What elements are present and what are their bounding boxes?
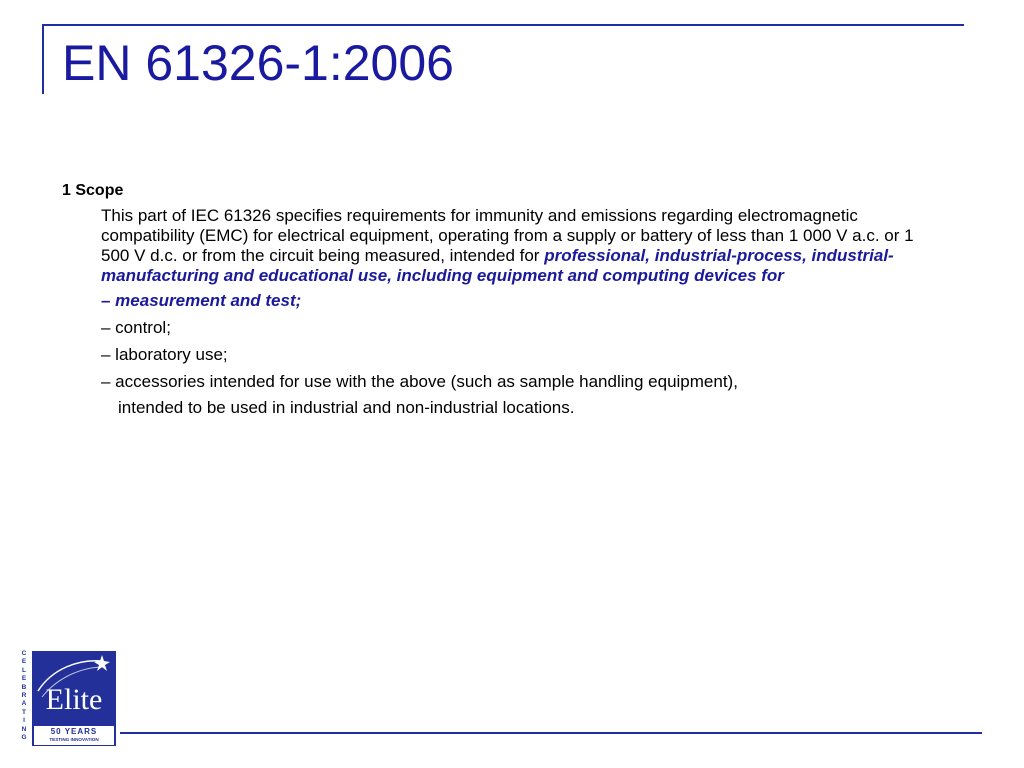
logo-vertical-letter: C (21, 650, 27, 657)
scope-emphasis: professional, industrial-process, industrial-manufacturing and educational use, including equipment and computing devices for (101, 246, 894, 285)
footer-rule (120, 732, 982, 734)
list-item-measurement: – measurement and test; (101, 291, 302, 310)
list-item-continuation: intended to be used in industrial and non-industrial locations. (118, 398, 575, 417)
logo-wordmark: Elite (45, 683, 103, 716)
slide-title: EN 61326-1:2006 (62, 35, 454, 91)
logo-vertical-letter: T (22, 708, 26, 716)
logo-vertical-letter: N (21, 725, 27, 733)
section-heading: 1 Scope (62, 182, 124, 199)
logo-tagline: TESTING INNOVATION (49, 737, 99, 742)
scope-paragraph (101, 206, 941, 286)
logo-vertical-letter: G (21, 734, 27, 742)
logo-vertical-letter: B (21, 683, 27, 691)
logo-vertical-letter: L (22, 666, 26, 674)
scope-text: This part of IEC 61326 specifies requirements for immunity and emissions regarding electromagnetic compatibility (EMC) for electrical equipment, operating from a supply or battery of less than 1 000 V a.c. or 1 500 V d.c. or from the circuit being measured, intended for (101, 206, 914, 265)
title-top-rule (42, 24, 964, 26)
logo-vertical-text (18, 650, 30, 742)
list-item-accessories: – accessories intended for use with the above (such as sample handling equipment), (101, 372, 738, 391)
list-item-control: – control; (101, 318, 171, 337)
logo-vertical-letter: A (21, 700, 27, 708)
logo-vertical-letter: R (21, 692, 27, 700)
title-left-rule (42, 24, 44, 94)
elite-logo (32, 651, 116, 746)
logo-years: 50 YEARS (50, 727, 98, 736)
logo-vertical-letter: I (23, 717, 25, 725)
list-item-laboratory: – laboratory use; (101, 345, 228, 364)
logo-band (34, 726, 114, 745)
logo-vertical-letter: E (21, 658, 27, 666)
slide-body (62, 182, 962, 419)
logo-vertical-letter: E (21, 675, 27, 683)
